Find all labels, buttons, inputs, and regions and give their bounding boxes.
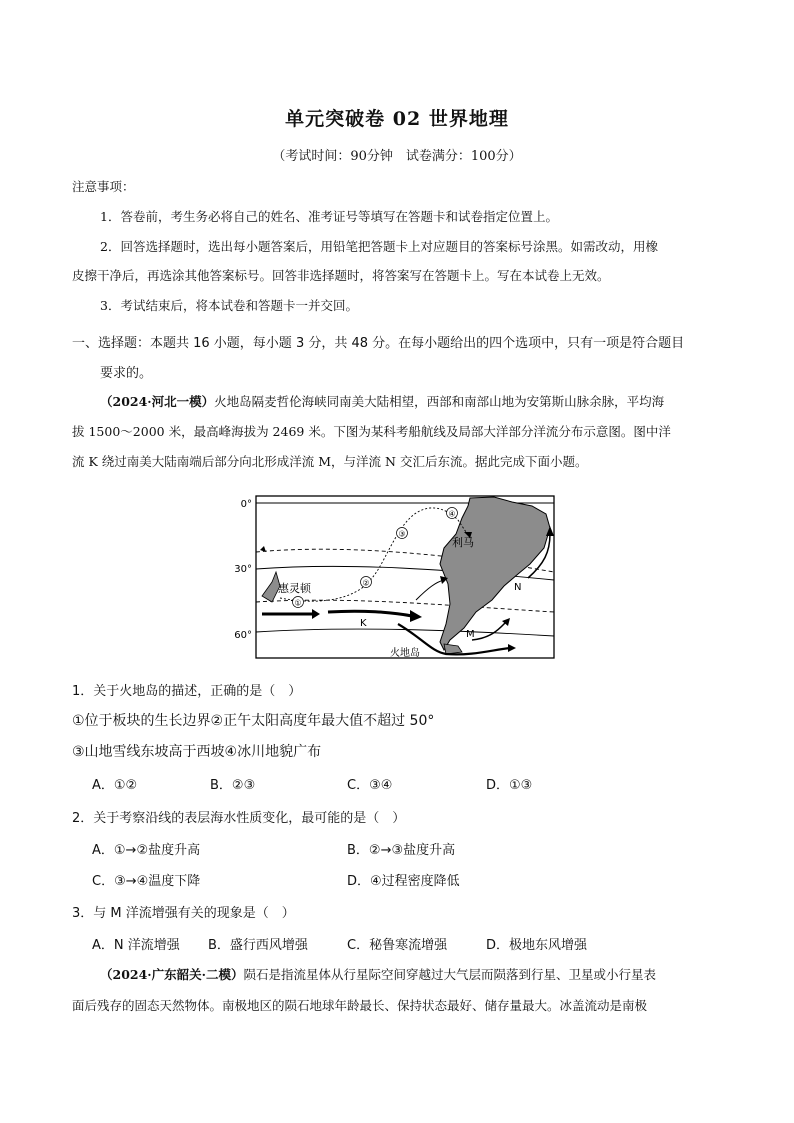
current-m-label: M <box>466 629 475 640</box>
question-3-stem: 3．与 M 洋流增强有关的现象是（ ） <box>72 906 295 921</box>
label-lima: 利马 <box>452 536 474 549</box>
question-2-option-a[interactable]: A．①→②盐度升高 <box>92 843 201 858</box>
route-mark-3: ③ <box>398 529 406 539</box>
passage-1-line-1: （2024·河北一模）火地岛隔麦哲伦海峡同南美大陆相望，西部和南部山地为安第斯山脉余脉，平均海 <box>100 394 665 409</box>
question-1-option-c[interactable]: C．③④ <box>347 778 393 793</box>
passage-2-source: （2024·广东韶关·二模） <box>100 967 244 982</box>
question-1-statement-1: ①位于板块的生长边界②正午太阳高度年最大值不超过 50° <box>72 713 435 729</box>
question-1-statement-2: ③山地雪线东坡高于西坡④冰川地貌广布 <box>72 744 322 760</box>
current-k-label: K <box>360 618 367 629</box>
route-mark-1: ① <box>294 598 302 608</box>
section-heading-cont: 要求的。 <box>100 366 153 381</box>
current-m-arrow <box>472 622 506 640</box>
route-mark-4: ④ <box>448 509 456 519</box>
question-1-stem: 1．关于火地岛的描述，正确的是（ ） <box>72 684 302 699</box>
question-1-option-a[interactable]: A．①② <box>92 778 138 793</box>
latitude-60-line <box>256 629 554 636</box>
passage-1-source: （2024·河北一模） <box>100 394 215 409</box>
question-2-option-c[interactable]: C．③→④温度下降 <box>92 874 201 889</box>
current-map-figure <box>232 492 562 664</box>
tierra-del-fuego-shape <box>444 644 462 654</box>
passage-2-line-2: 面后残存的固态天然物体。南极地区的陨石地球年龄最长、保持状态最好、储存量最大。冰盖流动是南极 <box>72 998 648 1013</box>
question-3-option-b[interactable]: B．盛行西风增强 <box>208 938 308 953</box>
notice-item-3: 3．考试结束后，将本试卷和答题卡一并交回。 <box>100 298 358 313</box>
question-3-option-d[interactable]: D．极地东风增强 <box>486 938 588 953</box>
notice-item-1: 1．答卷前，考生务必将自己的姓名、准考证号等填写在答题卡和试卷指定位置上。 <box>100 209 558 224</box>
question-3-option-c[interactable]: C．秘鲁寒流增强 <box>347 938 448 953</box>
question-1-option-d[interactable]: D．①③ <box>486 778 533 793</box>
lat-60-label: 60° <box>234 630 252 641</box>
notice-item-2b: 皮擦干净后，再选涂其他答案标号。回答非选择题时，将答案写在答题卡上。写在本试卷上无效。 <box>72 268 610 283</box>
route-mark-2: ② <box>362 578 370 588</box>
question-2-option-b[interactable]: B．②→③盐度升高 <box>347 843 456 858</box>
question-3-option-a[interactable]: A．N 洋流增强 <box>92 938 180 953</box>
lat-30-label: 30° <box>234 564 252 575</box>
notice-heading: 注意事项： <box>72 179 135 194</box>
section-heading: 一、选择题：本题共 16 小题，每小题 3 分，共 48 分。在每小题给出的四个选项中，只有一项是符合题目 <box>72 336 685 351</box>
passage-1-line-2: 拔 1500～2000 米，最高峰海拔为 2469 米。下图为某科考船航线及局部大洋部分洋流分布示意图。图中洋 <box>72 424 671 439</box>
current-peru-arrow <box>416 580 444 600</box>
question-2-option-d[interactable]: D．④过程密度降低 <box>347 874 460 889</box>
question-1-option-b[interactable]: B．②③ <box>210 778 256 793</box>
passage-1-line-3: 流 K 绕过南美大陆南端后部分向北形成洋流 M，与洋流 N 交汇后东流。据此完成下面小题。 <box>72 454 588 469</box>
lat-0-label: 0° <box>240 499 252 510</box>
current-k-arrow <box>328 611 412 616</box>
question-2-stem: 2．关于考察沿线的表层海水性质变化，最可能的是（ ） <box>72 811 406 826</box>
passage-2-line-1: （2024·广东韶关·二模）陨石是指流星体从行星际空间穿越过大气层而陨落到行星、卫星或小行星表 <box>100 967 657 982</box>
label-tierra-del-fuego: 火地岛 <box>390 648 420 659</box>
current-n-label: N <box>514 582 522 593</box>
paper-subtitle: （考试时间：90分钟 试卷满分：100分） <box>272 149 522 164</box>
paper-title: 单元突破卷 02 世界地理 <box>285 108 509 130</box>
notice-item-2a: 2．回答选择题时，选出每小题答案后，用铅笔把答题卡上对应题目的答案标号涂黑。如需改动，用橡 <box>100 239 658 254</box>
label-wellington: 惠灵顿 <box>278 582 311 595</box>
